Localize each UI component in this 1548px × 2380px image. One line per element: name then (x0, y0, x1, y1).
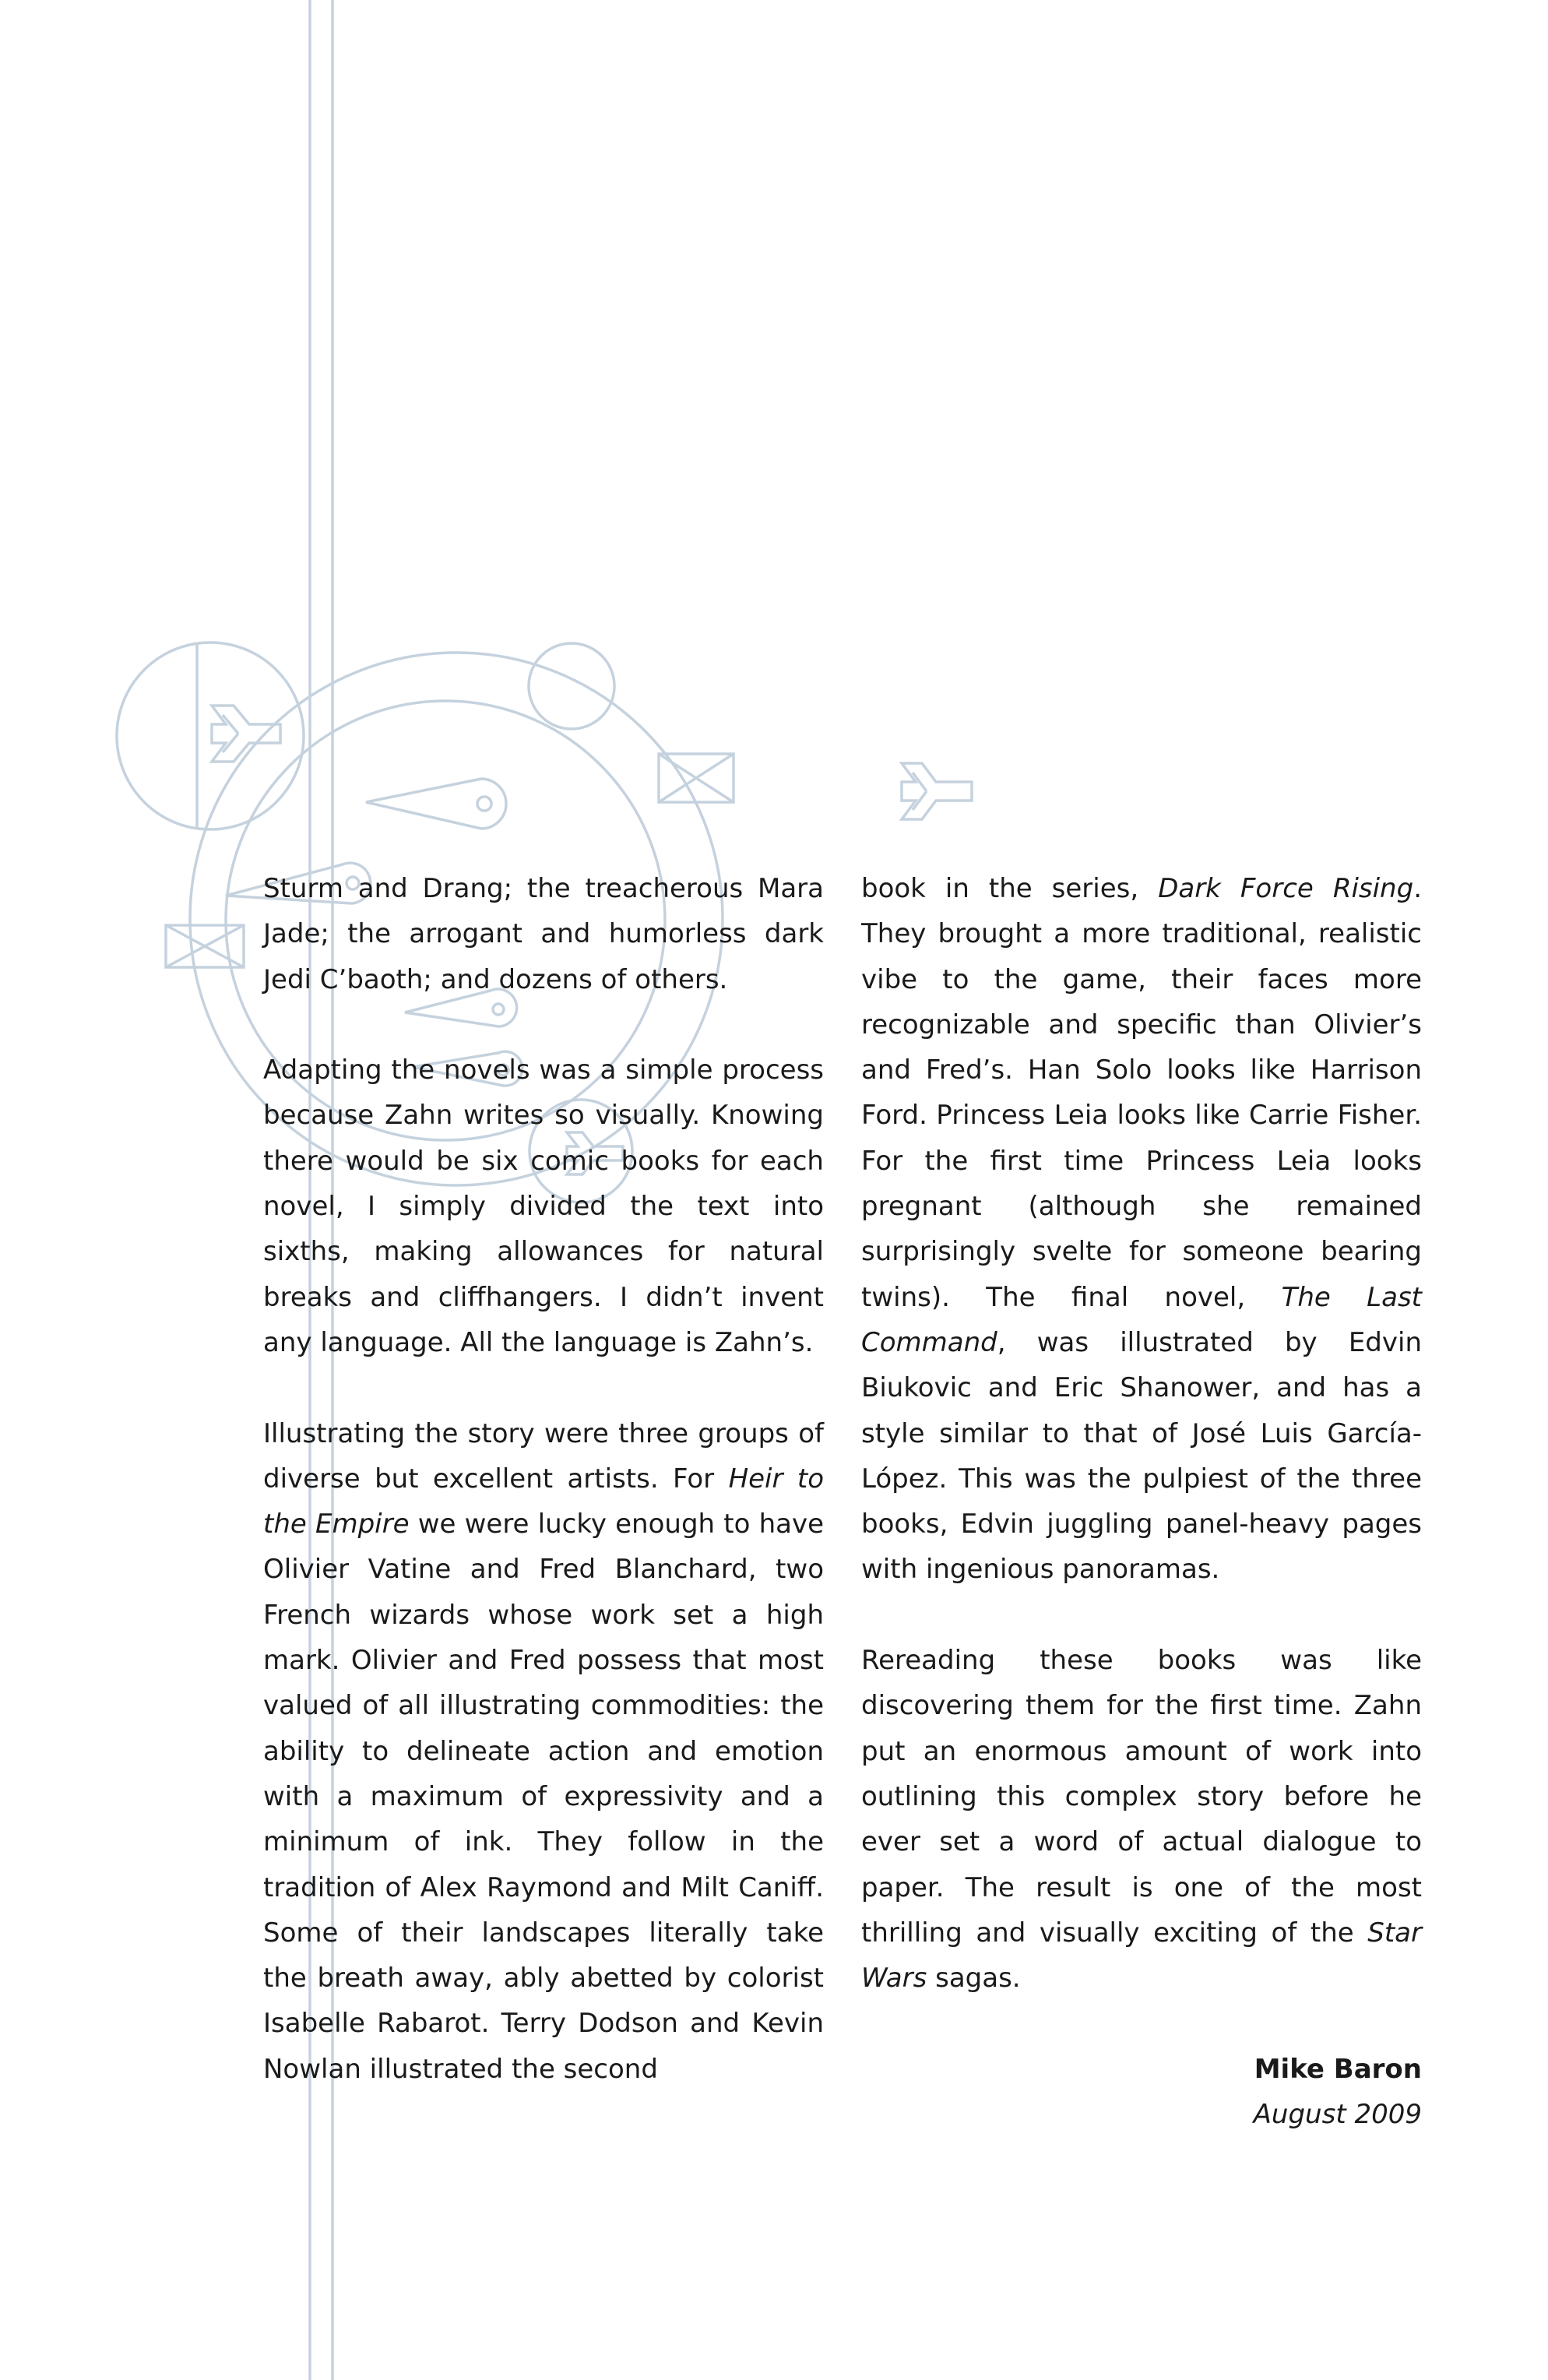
signature (861, 2047, 1422, 2138)
paragraph-text: . They brought a more traditional, realistic vibe to the game, their faces more recognizable and specific than Olivier’s and Fred’s. Han Solo looks like Harrison Ford. Princess Leia looks like Carrie Fisher. For the first time Princess Leia looks pregnant (although she remained surprisingly svelte for someone bearing twins). The final novel, (861, 873, 1422, 1313)
paragraph: Adapting the novels was a simple process because Zahn writes so visually. Knowing there would be six comic books for each novel, I simply divided the text into sixths, making allowances for natural breaks and cliffhangers. I didn’t invent any language. All the language is Zahn’s. (263, 1054, 824, 1358)
paragraph (861, 1638, 1422, 2001)
book-title: Dark Force Rising (1158, 873, 1414, 904)
book-title: The Last Command (861, 1281, 1422, 1358)
author-name: Mike Baron (1254, 2053, 1422, 2085)
pod-icon (366, 779, 506, 829)
envelope-icon (659, 754, 734, 802)
paragraph: Sturm and Drang; the treacherous Mara Jade; the arrogant and humorless dark Jedi C’baoth; and dozens of others. (263, 873, 824, 995)
signature-date: August 2009 (1253, 2099, 1422, 2131)
paragraph-text: , was illustrated by Edvin Biukovic and Eric Shanower, and has a style similar to that of José Luis García-López. This was the pulpiest of the three books, Edvin juggling panel-heavy pages with ingenious panoramas. (861, 1326, 1422, 1586)
logo-mark-icon (902, 763, 972, 819)
book-title: Heir to the Empire (263, 1463, 825, 1540)
paragraph-text: sagas. (927, 1963, 1021, 1994)
paragraph-text: book in the series, (861, 873, 1159, 904)
logo-mark-icon (212, 706, 280, 762)
paragraph-text: Illustrating the story were three groups of diverse but excellent artists. For (263, 1417, 824, 1495)
paragraph-text: Rereading these books was like discovering them for the first time. Zahn put an enormous amount of work into outlining this complex story before he ever set a word of actual dialogue to paper. The result is one of the most thrilling and visually exciting of the (861, 1645, 1422, 1949)
saga-title: Star Wars (861, 1917, 1422, 1994)
badge-circle-icon (117, 643, 304, 829)
text-column-right (861, 866, 1422, 2137)
text-column-left (263, 866, 824, 2092)
envelope-icon (166, 925, 244, 967)
paragraph-text: we were lucky enough to have Olivier Vatine and Fred Blanchard, two French wizards whose work set a high mark. Olivier and Fred possess that most valued of all illustrating commodities: the ability to delineate action and emotion with a maximum of expressivity and a minimum of ink. They follow in the tradition of Alex Raymond and Milt Caniff. Some of their landscapes literally take the breath away, ably abetted by colorist Isabelle Rabarot. Terry Dodson and Kevin Nowlan illustrated the second (263, 1509, 824, 2085)
paragraph (263, 1411, 824, 2092)
paragraph (861, 866, 1422, 1593)
moon-circle-icon (529, 643, 614, 729)
